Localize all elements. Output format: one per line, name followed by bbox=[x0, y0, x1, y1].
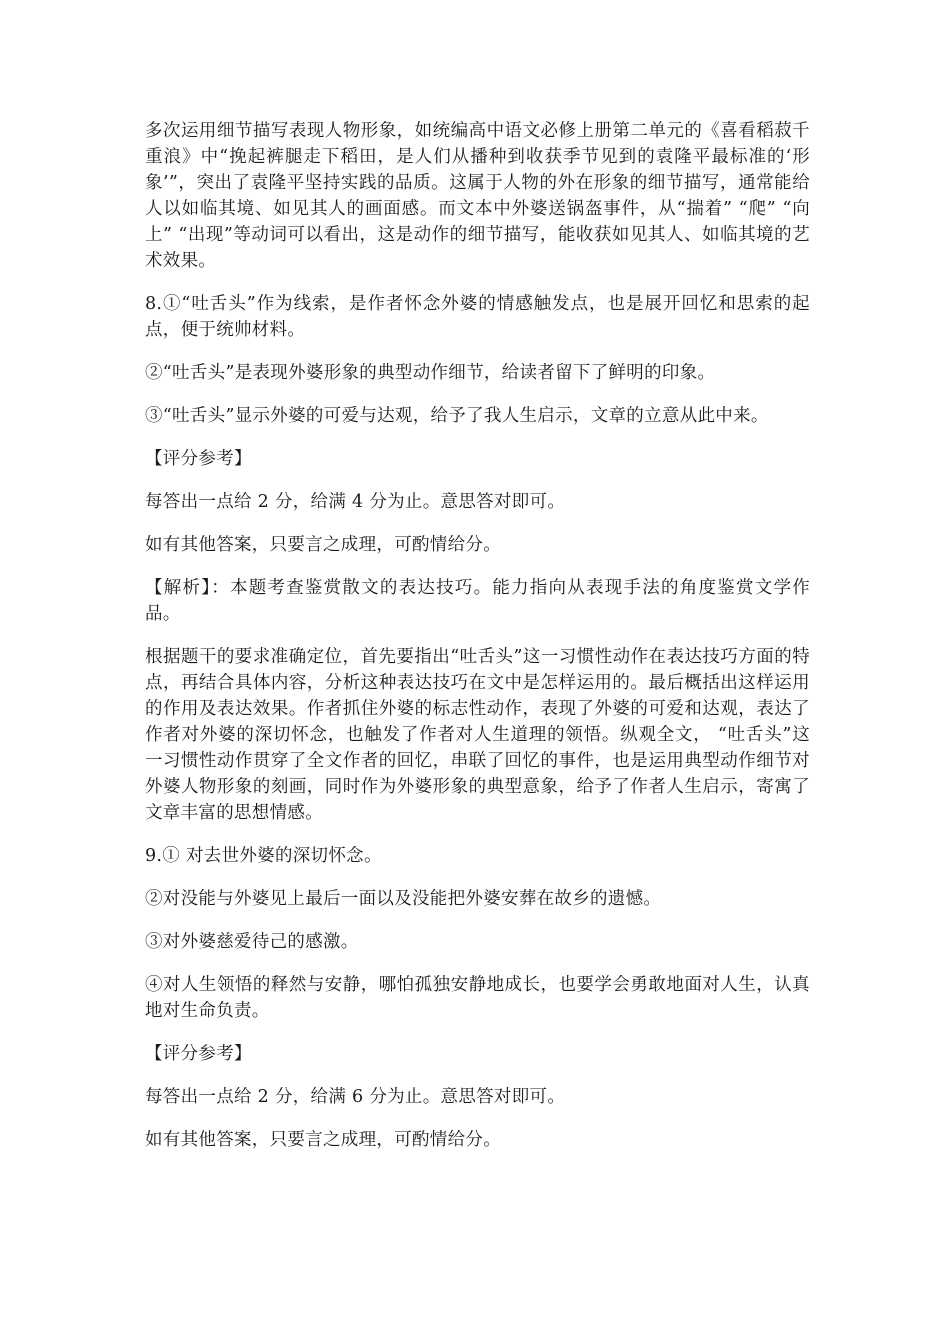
scoring-rule: 每答出一点给 2 分，给满 6 分为止。意思答对即可。 bbox=[145, 1087, 566, 1107]
answer-8-point-1: 8.①“吐舌头”作为线索，是作者怀念外婆的情感触发点，也是展开回忆和思索的起点，便于统帅材料。 bbox=[145, 294, 810, 340]
analysis-body: 根据题干的要求准确定位，首先要指出“吐舌头”这一习惯性动作在表达技巧方面的特点，再结合具体内容，分析这种表达技巧在文中是怎样运用的。最后概括出这样运用的作用及表达效果。作者抓住外婆的标志性动作，表现了外婆的可爱和达观，表达了作者对外婆的深切怀念，也触发了作者对人生道理的领悟。纵观全文， “吐舌头”这一习惯性动作贯穿了全文作者的回忆，串联了回忆的事件，也是运用典型动作细节对外婆人物形象的刻画，同时作为外婆形象的典型意象，给予了作者人生启示，寄寓了文章丰富的思想情感。 bbox=[145, 647, 810, 823]
answer-9-point-2: ②对没能与外婆见上最后一面以及没能把外婆安葬在故乡的遗憾。 bbox=[145, 889, 662, 909]
scoring-note: 如有其他答案，只要言之成理，可酌情给分。 bbox=[145, 1130, 501, 1150]
paragraph-detail-description: 多次运用细节描写表现人物形象，如统编高中语文必修上册第二单元的《喜看稻菽千重浪》中“挽起裤腿走下稻田，是人们从播种到收获季节见到的袁隆平最标准的‘形象’”，突出了袁隆平坚持实践的品质。这属于人物的外在形象的细节描写，通常能给人以如临其境、如见其人的画面感。而文本中外婆送锅盔事件，从“揣着” “爬” “向上” “出现”等动词可以看出，这是动作的细节描写，能收获如见其人、如临其境的艺术效果。 bbox=[145, 121, 810, 271]
scoring-reference-heading: 【评分参考】 bbox=[145, 1044, 252, 1064]
answer-9-point-4: ④对人生领悟的释然与安静，哪怕孤独安静地成长，也要学会勇敢地面对人生，认真地对生命负责。 bbox=[145, 975, 810, 1021]
scoring-rule: 每答出一点给 2 分，给满 4 分为止。意思答对即可。 bbox=[145, 492, 566, 512]
scoring-note: 如有其他答案，只要言之成理，可酌情给分。 bbox=[145, 535, 501, 555]
scoring-reference-heading: 【评分参考】 bbox=[145, 449, 252, 469]
answer-9-point-1: 9.① 对去世外婆的深切怀念。 bbox=[145, 846, 382, 866]
answer-8-point-3: ③“吐舌头”显示外婆的可爱与达观，给予了我人生启示，文章的立意从此中来。 bbox=[145, 406, 769, 426]
answer-8-point-2: ②“吐舌头”是表现外婆形象的典型动作细节，给读者留下了鲜明的印象。 bbox=[145, 363, 716, 383]
analysis-heading: 【解析】：本题考查鉴赏散文的表达技巧。能力指向从表现手法的角度鉴赏文学作品。 bbox=[145, 578, 810, 624]
document-page bbox=[145, 118, 810, 1170]
answer-9-point-3: ③对外婆慈爱待己的感激。 bbox=[145, 932, 359, 952]
